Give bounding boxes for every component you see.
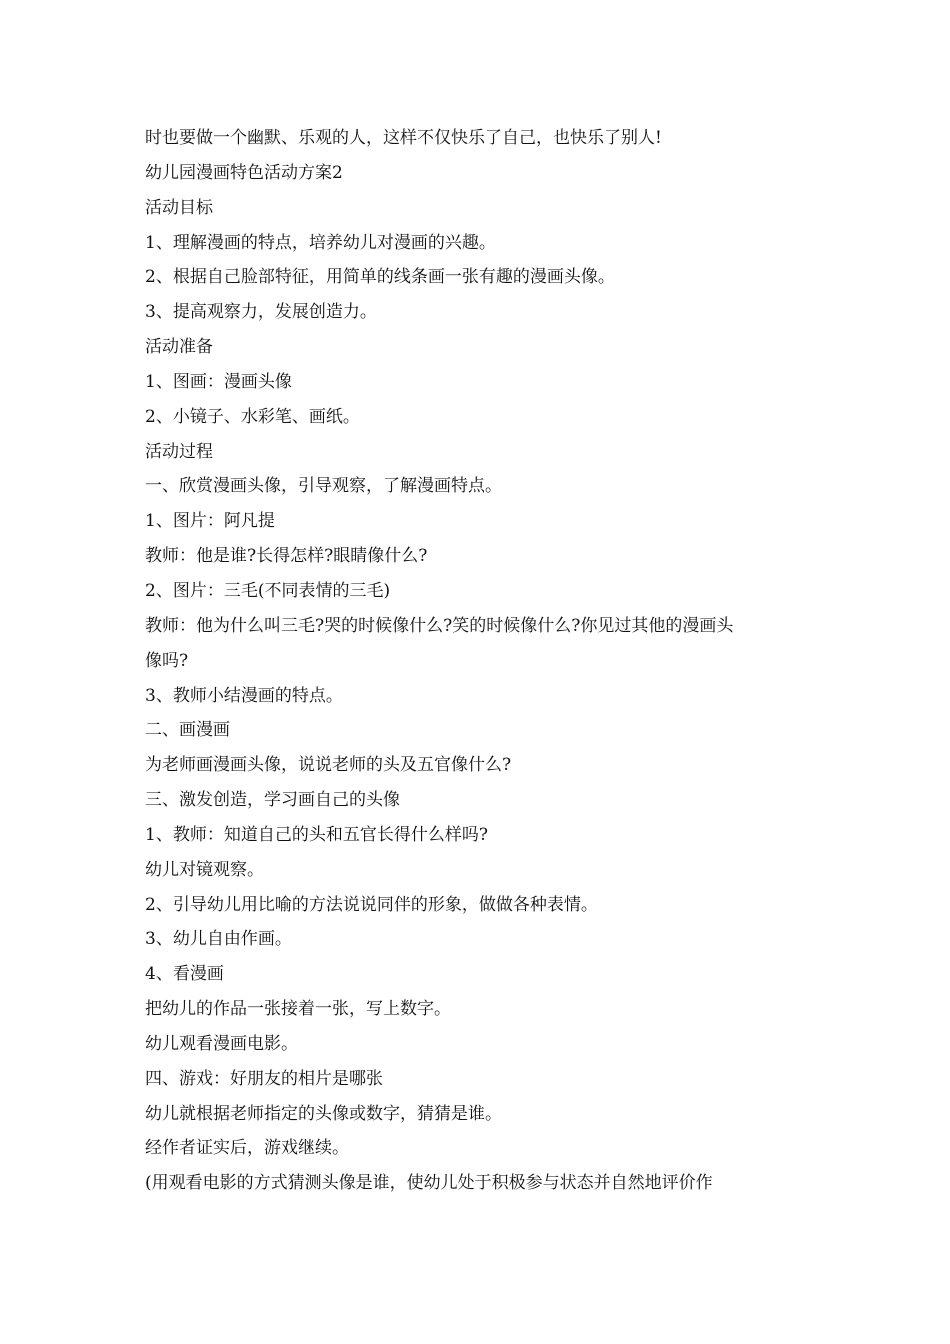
text-line: 2、引导幼儿用比喻的方法说说同伴的形象，做做各种表情。 [145,894,598,915]
text-line: 1、教师：知道自己的头和五官长得什么样吗? [145,824,488,845]
text-line: 时也要做一个幽默、乐观的人，这样不仅快乐了自己，也快乐了别人! [145,128,662,148]
heading-goals: 活动目标 [145,197,213,218]
section-title: 幼儿园漫画特色活动方案2 [145,162,343,183]
text-line: 3、提高观察力，发展创造力。 [145,302,377,323]
text-line: (用观看电影的方式猜测头像是谁，使幼儿处于积极参与状态并自然地评价作 [145,1173,713,1194]
text-line: 为老师画漫画头像，说说老师的头及五官像什么? [145,755,512,776]
text-line: 幼儿对镜观察。 [145,859,264,880]
text-line: 三、激发创造，学习画自己的头像 [145,790,400,811]
document-body [145,121,815,1201]
text-line: 3、教师小结漫画的特点。 [145,685,343,706]
heading-process: 活动过程 [145,441,213,462]
text-line: 3、幼儿自由作画。 [145,929,292,950]
text-line: 2、图片：三毛(不同表情的三毛) [145,580,391,601]
text-line: 1、图片：阿凡提 [145,511,275,532]
text-line: 教师：他是谁?长得怎样?眼睛像什么? [145,546,428,567]
text-line: 二、画漫画 [145,720,230,741]
text-line: 2、小镜子、水彩笔、画纸。 [145,406,360,427]
text-line: 1、图画：漫画头像 [145,371,292,392]
text-line: 2、根据自己脸部特征，用简单的线条画一张有趣的漫画头像。 [145,267,615,288]
heading-preparation: 活动准备 [145,337,213,358]
text-line: 四、游戏：好朋友的相片是哪张 [145,1068,383,1089]
text-line: 1、理解漫画的特点，培养幼儿对漫画的兴趣。 [145,232,496,253]
text-line: 幼儿就根据老师指定的头像或数字，猜猜是谁。 [145,1103,502,1124]
text-line: 把幼儿的作品一张接着一张，写上数字。 [145,999,451,1020]
text-line: 一、欣赏漫画头像，引导观察，了解漫画特点。 [145,476,502,497]
text-line: 教师：他为什么叫三毛?哭的时候像什么?笑的时候像什么?你见过其他的漫画头 [145,615,734,636]
text-line: 4、看漫画 [145,964,224,985]
text-line: 像吗? [145,650,189,671]
text-line: 幼儿观看漫画电影。 [145,1033,298,1054]
text-line: 经作者证实后，游戏继续。 [145,1138,349,1159]
